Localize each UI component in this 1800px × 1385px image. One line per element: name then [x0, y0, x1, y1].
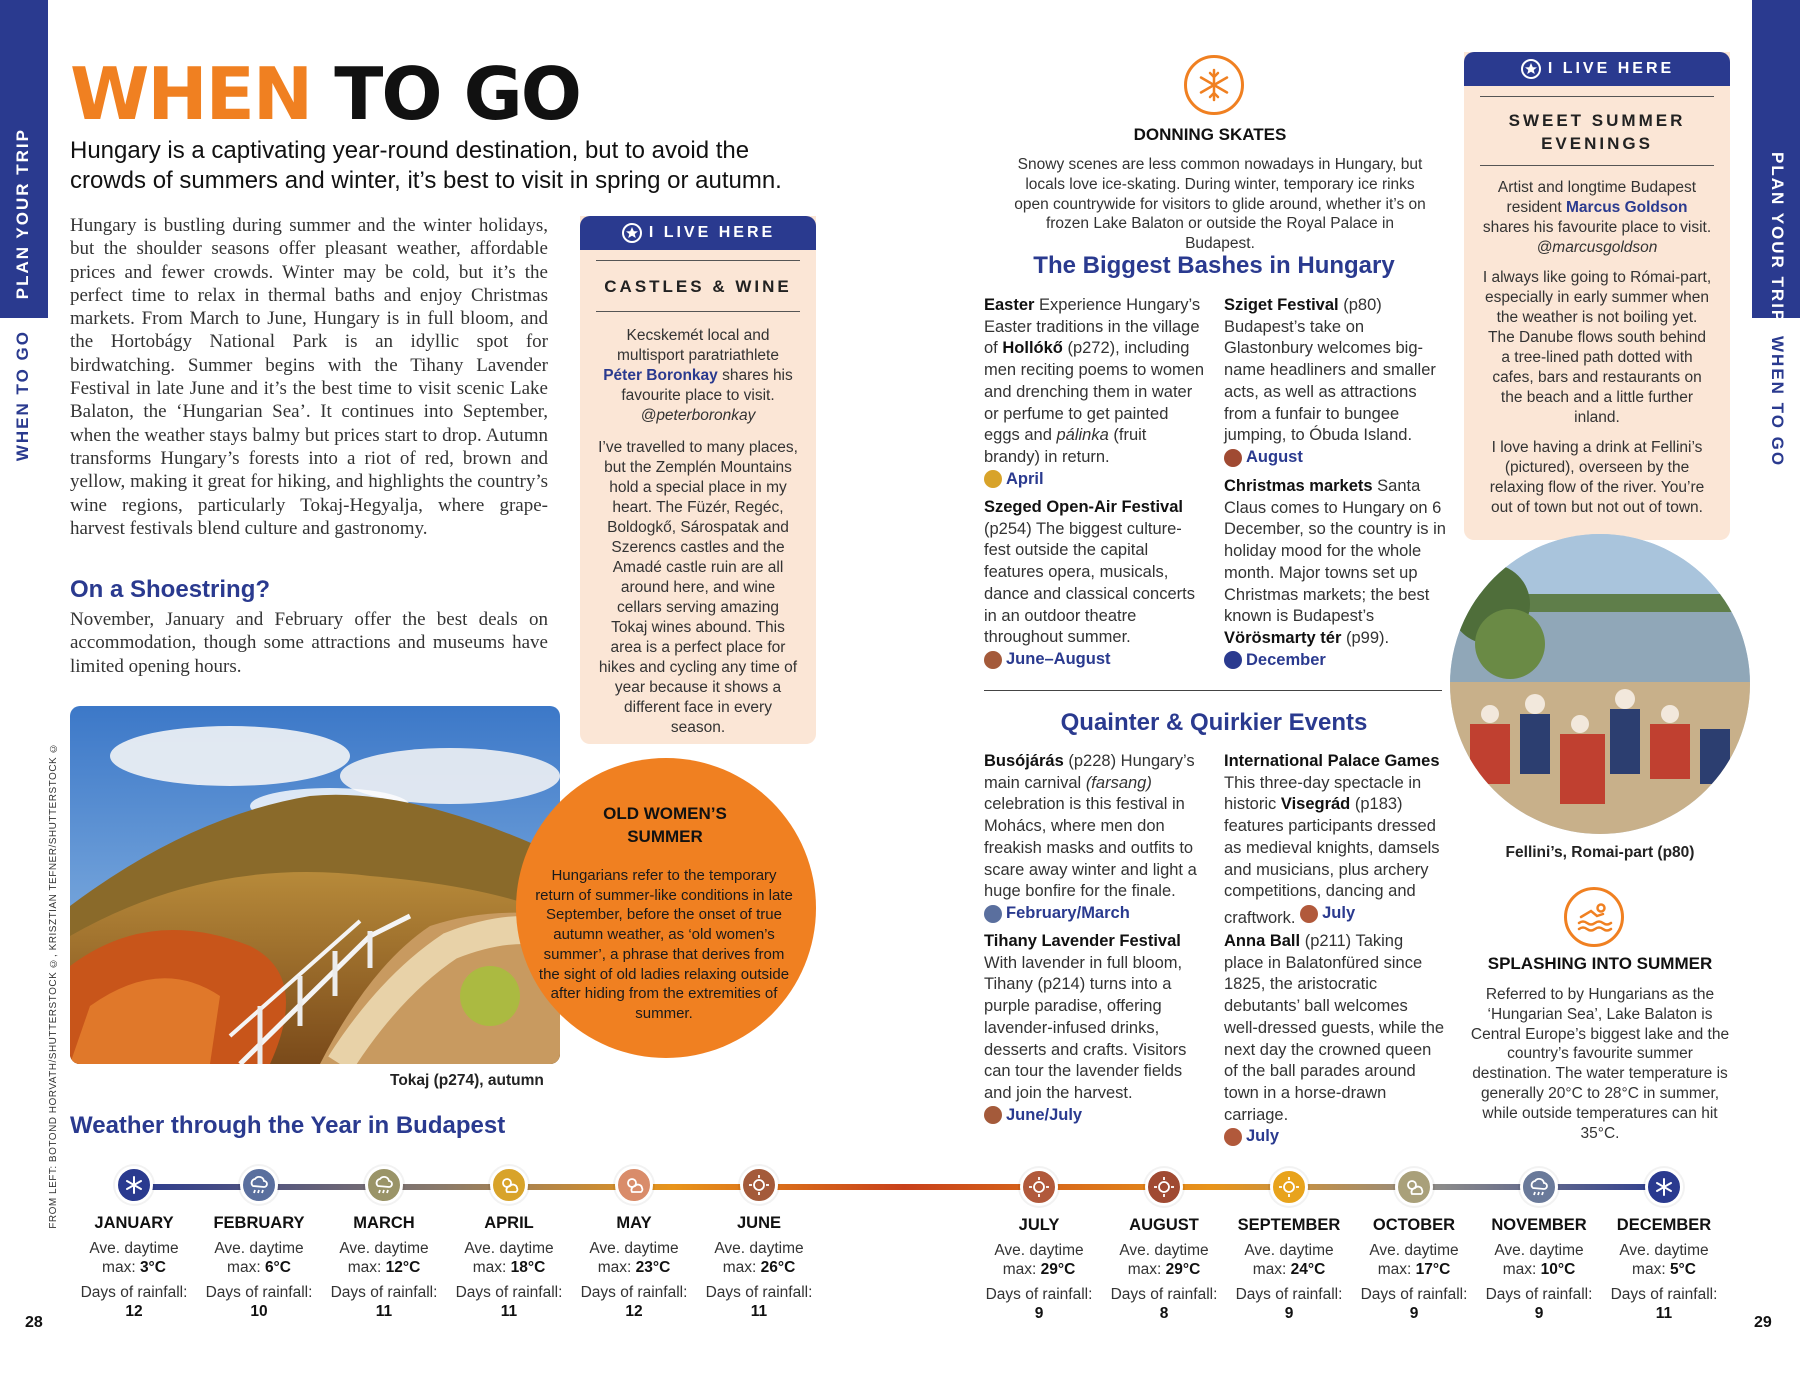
sidebar-quote: I’ve travelled to many places, but the Zemplén Mountains hold a special place in my heart. The Füzér, Regéc, Boldogkő, Sárospatak and Szerencs castles and the Amadé castle ruin are all around here, and wine cellars serving amazing Tokaj wines abound. This area is a perfect place for hikes and cycling any time of year because it shows a different face in every season. [598, 439, 798, 736]
rain-cloud-icon [984, 905, 1002, 923]
month-name: OCTOBER [1372, 1216, 1456, 1234]
month-tag: April [984, 469, 1044, 491]
event-anna-ball: Anna Ball (p211) Taking place in Balatonfüred since 1825, the aristocratic debutants’ ball welcomes well-dressed guests, while the next day the crowned queen of the ball parades around town in a horse-drawn carriage. July [1224, 931, 1446, 1153]
swimmer-icon [1564, 887, 1624, 947]
month-name: APRIL [484, 1214, 534, 1232]
snowflake-icon [115, 1166, 153, 1204]
max-temp: 24°C [1290, 1261, 1326, 1278]
weather-heading: Weather through the Year in Budapest [70, 1112, 506, 1139]
weather-month-june [703, 1166, 815, 1321]
rain-days: 11 [375, 1303, 393, 1320]
month-name: JANUARY [94, 1214, 174, 1232]
sun-cloud-icon [490, 1166, 528, 1204]
rain-label: Days of rainfall: 8 [1110, 1286, 1218, 1322]
event-sziget: Sziget Festival (p80) Budapest’s take on Glastonbury welcomes big-name headliners and smaller acts, as well as attractions from a funfair to bungee jumping, to Óbuda Island. August [1224, 295, 1446, 473]
sidebar-title: CASTLES & WINE [604, 277, 792, 296]
rain-cloud-icon [1520, 1168, 1558, 1206]
rain-cloud-icon [240, 1166, 278, 1204]
sun-cloud-icon [615, 1166, 653, 1204]
month-tag: August [1224, 447, 1303, 469]
max-temp: 3°C [139, 1259, 166, 1276]
old-womens-summer-title: OLD WOMEN’S SUMMER [603, 804, 727, 846]
month-name: JUNE [736, 1214, 781, 1232]
rain-days: 11 [750, 1303, 768, 1320]
rain-label: Days of rainfall: 11 [455, 1284, 563, 1320]
weather-month-may [578, 1166, 690, 1321]
month-name: MAY [616, 1214, 652, 1232]
month-tag: July [1300, 903, 1355, 925]
rain-days: 10 [250, 1303, 268, 1320]
star-badge-icon [621, 222, 643, 244]
sun-icon [740, 1166, 778, 1204]
weather-month-september [1233, 1168, 1345, 1323]
max-temp: 5°C [1669, 1261, 1696, 1278]
side-label-when-right: WHEN TO GO [1768, 336, 1787, 468]
weather-month-january [78, 1166, 190, 1321]
month-name: AUGUST [1129, 1216, 1199, 1234]
sidebar-castles-wine [580, 216, 816, 744]
shoestring-heading: On a Shoestring? [70, 576, 271, 603]
weather-month-august [1108, 1168, 1220, 1323]
sun-icon [1020, 1168, 1058, 1206]
temp-label: Ave. daytime max: 24°C [1244, 1242, 1334, 1278]
max-temp: 17°C [1415, 1261, 1451, 1278]
month-name: JULY [1018, 1216, 1060, 1234]
side-label-plan-left: PLAN YOUR TRIP [13, 128, 32, 300]
month-tag: July [1224, 1126, 1279, 1148]
shoestring-text: November, January and February offer the best deals on accommodation, though some attractions and museums have limited opening hours. [70, 609, 548, 677]
event-tihany: Tihany Lavender Festival With lavender in full bloom, Tihany (p214) turns into a purple paradise, offering lavender-infused drinks, desserts and crafts. Visitors can tour the lavender fields and join the harvest. June/July [984, 931, 1206, 1131]
rain-days: 9 [1284, 1305, 1294, 1322]
rain-label: Days of rainfall: 9 [985, 1286, 1093, 1322]
bashes-heading: The Biggest Bashes in Hungary [1033, 252, 1395, 279]
month-tag: December [1224, 650, 1326, 672]
weather-month-december [1608, 1168, 1720, 1323]
event-easter: Easter Experience Hungary’s Easter traditions in the village of Hollókő (p272), including men reciting poems to women and drenching them in water or perfume to get painted eggs and pálinka (fruit brandy) in return. April [984, 295, 1206, 495]
rain-cloud-icon [365, 1166, 403, 1204]
temp-label: Ave. daytime max: 17°C [1369, 1242, 1459, 1278]
sun-cloud-icon [1395, 1168, 1433, 1206]
sidebar-intro: Kecskemét local and multisport paratriathlete Péter Boronkay shares his favourite place to visit. @peterboronkay [603, 327, 793, 424]
rain-label: Days of rainfall: 11 [1610, 1286, 1718, 1322]
weather-month-february [203, 1166, 315, 1321]
rain-label: Days of rainfall: 12 [80, 1284, 188, 1320]
weather-month-july [983, 1168, 1095, 1323]
temp-label: Ave. daytime max: 29°C [994, 1242, 1084, 1278]
rain-label: Days of rainfall: 10 [205, 1284, 313, 1320]
old-womens-summer-text: Hungarians refer to the temporary return of summer-like conditions in late September, before the onset of true autumn weather, as ‘old women’s summer’, a phrase that derives from the sight of old ladies relaxing outside after hiding from the extremities of summer. [535, 867, 793, 1022]
sidebar-paragraph-2: I love having a drink at Fellini’s (pictured), overseen by the relaxing flow of the river. You’re out of town but not out of town. [1489, 439, 1705, 516]
rain-label: Days of rainfall: 9 [1485, 1286, 1593, 1322]
max-temp: 29°C [1165, 1261, 1201, 1278]
weather-month-october [1358, 1168, 1470, 1323]
month-tag: February/March [984, 903, 1130, 925]
fellini-photo [1450, 534, 1750, 834]
rain-days: 11 [500, 1303, 518, 1320]
max-temp: 6°C [264, 1259, 291, 1276]
skates-title: DONNING SKATES [1133, 125, 1287, 144]
tokaj-caption: Tokaj (p274), autumn [390, 1072, 544, 1089]
weather-month-march [328, 1166, 440, 1321]
title-to-go: TO GO [334, 52, 580, 136]
author-name: Péter Boronkay [603, 367, 718, 384]
weather-month-april [453, 1166, 565, 1321]
sun-icon [1270, 1168, 1308, 1206]
event-busojaras: Busójárás (p228) Hungary’s main carnival (farsang) celebration is this festival in Mohács, where men don freakish masks and outfits to scare away winter and light a huge bonfire for the finale. February/March [984, 751, 1206, 929]
splash-title: SPLASHING INTO SUMMER [1487, 954, 1713, 973]
sidebar-sweet-summer [1464, 52, 1730, 540]
temp-label: Ave. daytime max: 10°C [1494, 1242, 1584, 1278]
quirky-heading: Quainter & Quirkier Events [1060, 709, 1368, 736]
sidebar-badge-text: I LIVE HERE [1547, 60, 1675, 77]
sun-icon [1300, 905, 1318, 923]
sun-icon [1224, 1128, 1242, 1146]
rain-days: 9 [1534, 1305, 1544, 1322]
rain-label: Days of rainfall: 9 [1360, 1286, 1468, 1322]
month-name: FEBRUARY [213, 1214, 305, 1232]
fellini-caption: Fellini’s, Romai-part (p80) [1505, 844, 1695, 861]
star-badge-icon [1520, 58, 1542, 80]
rain-days: 12 [125, 1303, 143, 1320]
month-tag: June/July [984, 1105, 1082, 1127]
temp-label: Ave. daytime max: 3°C [89, 1240, 179, 1276]
event-szeged: Szeged Open-Air Festival (p254) The biggest culture-fest outside the capital features opera, musicals, dance and classical concerts in an outdoor theatre throughout summer. June–August [984, 497, 1206, 675]
author-name: Marcus Goldson [1566, 199, 1688, 216]
temp-label: Ave. daytime max: 6°C [214, 1240, 304, 1276]
sun-icon [984, 651, 1002, 669]
event-christmas: Christmas markets Santa Claus comes to Hungary on 6 December, so the country is in holiday mood for the whole month. Major towns set up Christmas markets; the best known is Budapest’s Vörösmarty tér (p99). December [1224, 476, 1446, 676]
intro-text: Hungary is a captivating year-round destination, but to avoid the crowds of summers and winter, it’s best to visit in spring or autumn. [70, 137, 782, 194]
main-body-text: Hungary is bustling during summer and the winter holidays, but the shoulder seasons offer pleasant weather, affordable prices and fewer crowds. Winter may be cold, but it’s the perfect time to relax in thermal baths and enjoy Christmas markets. From March to June, Hungary is in full bloom, and the Hortobágy National Park is an idyllic spot for birdwatching. Summer begins with the Tihany Lavender Festival in late June and it’s the best time to visit scenic Lake Balaton, the ‘Hungarian Sea’. It continues into September, when the weather stays balmy but prices start to drop. Autumn transforms Hungary’s forests into a riot of red, brown and yellow, making it great for hiking, and highlights the country’s wine regions, particularly Tokaj-Hegyalja, where grape-harvest festivals blend culture and gastronomy. [70, 215, 548, 539]
side-label-plan-right: PLAN YOUR TRIP [1768, 152, 1787, 324]
month-name: NOVEMBER [1491, 1216, 1587, 1234]
sidebar-badge-text: I LIVE HERE [648, 224, 776, 241]
max-temp: 23°C [635, 1259, 671, 1276]
page-number-left: 28 [25, 1314, 43, 1331]
rain-days: 11 [1655, 1305, 1673, 1322]
page-number-right: 29 [1754, 1314, 1772, 1331]
max-temp: 26°C [760, 1259, 796, 1276]
tokaj-autumn-photo [70, 706, 560, 1064]
month-name: DECEMBER [1616, 1216, 1712, 1234]
temp-label: Ave. daytime max: 29°C [1119, 1242, 1209, 1278]
divider [596, 260, 800, 261]
rain-label: Days of rainfall: 9 [1235, 1286, 1343, 1322]
month-name: SEPTEMBER [1237, 1216, 1341, 1234]
rain-label: Days of rainfall: 11 [330, 1284, 438, 1320]
sidebar-title: SWEET SUMMER EVENINGS [1508, 111, 1686, 153]
sidebar-paragraph-1: I always like going to Római-part, especially in early summer when the weather is not boiling yet. The Danube flows south behind a tree-lined path dotted with cafes, bars and restaurants on the beach and a little further inland. [1482, 269, 1712, 426]
rain-label: Days of rainfall: 11 [705, 1284, 813, 1320]
sun-icon [1145, 1168, 1183, 1206]
sidebar-badge [1464, 52, 1730, 86]
skates-text: Snowy scenes are less common nowadays in Hungary, but locals love ice-skating. During winter, temporary ice rinks open countrywide for visitors to glide around, whether it’s on frozen Lake Balaton or outside the Royal Palace in Budapest. [1014, 156, 1426, 253]
temp-label: Ave. daytime max: 12°C [339, 1240, 429, 1276]
temp-label: Ave. daytime max: 26°C [714, 1240, 804, 1276]
max-temp: 18°C [510, 1259, 546, 1276]
max-temp: 29°C [1040, 1261, 1076, 1278]
snowflake-icon [1224, 651, 1242, 669]
author-handle: @peterboronkay [640, 407, 756, 424]
rain-days: 8 [1159, 1305, 1169, 1322]
page-title [70, 52, 580, 136]
max-temp: 12°C [385, 1259, 421, 1276]
rain-days: 9 [1034, 1305, 1044, 1322]
rain-days: 9 [1409, 1305, 1419, 1322]
month-tag: June–August [984, 649, 1111, 671]
splash-text: Referred to by Hungarians as the ‘Hungarian Sea’, Lake Balaton is Central Europe’s biggest lake and the country’s favourite summer destination. The water temperature is generally 20°C to 28°C in summer, while outside temperatures can hit 35°C. [1470, 986, 1730, 1142]
event-palace-games: International Palace Games This three-day spectacle in historic Visegrád (p183) features participants dressed as medieval knights, damsels and musicians, plus archery competitions, dancing and craftwork. July [1224, 752, 1440, 927]
sun-icon [984, 470, 1002, 488]
author-handle: @marcusgoldson [1536, 239, 1658, 256]
max-temp: 10°C [1540, 1261, 1576, 1278]
section-divider [984, 690, 1442, 691]
sun-icon [984, 1106, 1002, 1124]
temp-label: Ave. daytime max: 23°C [589, 1240, 679, 1276]
rain-days: 12 [625, 1303, 643, 1320]
temp-label: Ave. daytime max: 5°C [1619, 1242, 1709, 1278]
month-name: MARCH [353, 1214, 415, 1232]
sidebar-badge [580, 216, 816, 250]
title-when: WHEN [70, 52, 312, 136]
weather-month-november [1483, 1168, 1595, 1323]
divider [1480, 96, 1714, 97]
rain-label: Days of rainfall: 12 [580, 1284, 688, 1320]
side-label-when-left: WHEN TO GO [13, 330, 32, 462]
sidebar-intro: Artist and longtime Budapest resident Marcus Goldson shares his favourite place to visit. @marcusgoldson [1482, 179, 1712, 256]
photo-credit: FROM LEFT: BOTOND HORVATH/SHUTTERSTOCK ©, KRISZTIAN TEFNER/SHUTTERSTOCK © [48, 742, 59, 1229]
temp-label: Ave. daytime max: 18°C [464, 1240, 554, 1276]
snowflake-icon [1645, 1168, 1683, 1206]
sun-icon [1224, 449, 1242, 467]
snowflake-icon [1184, 55, 1244, 115]
